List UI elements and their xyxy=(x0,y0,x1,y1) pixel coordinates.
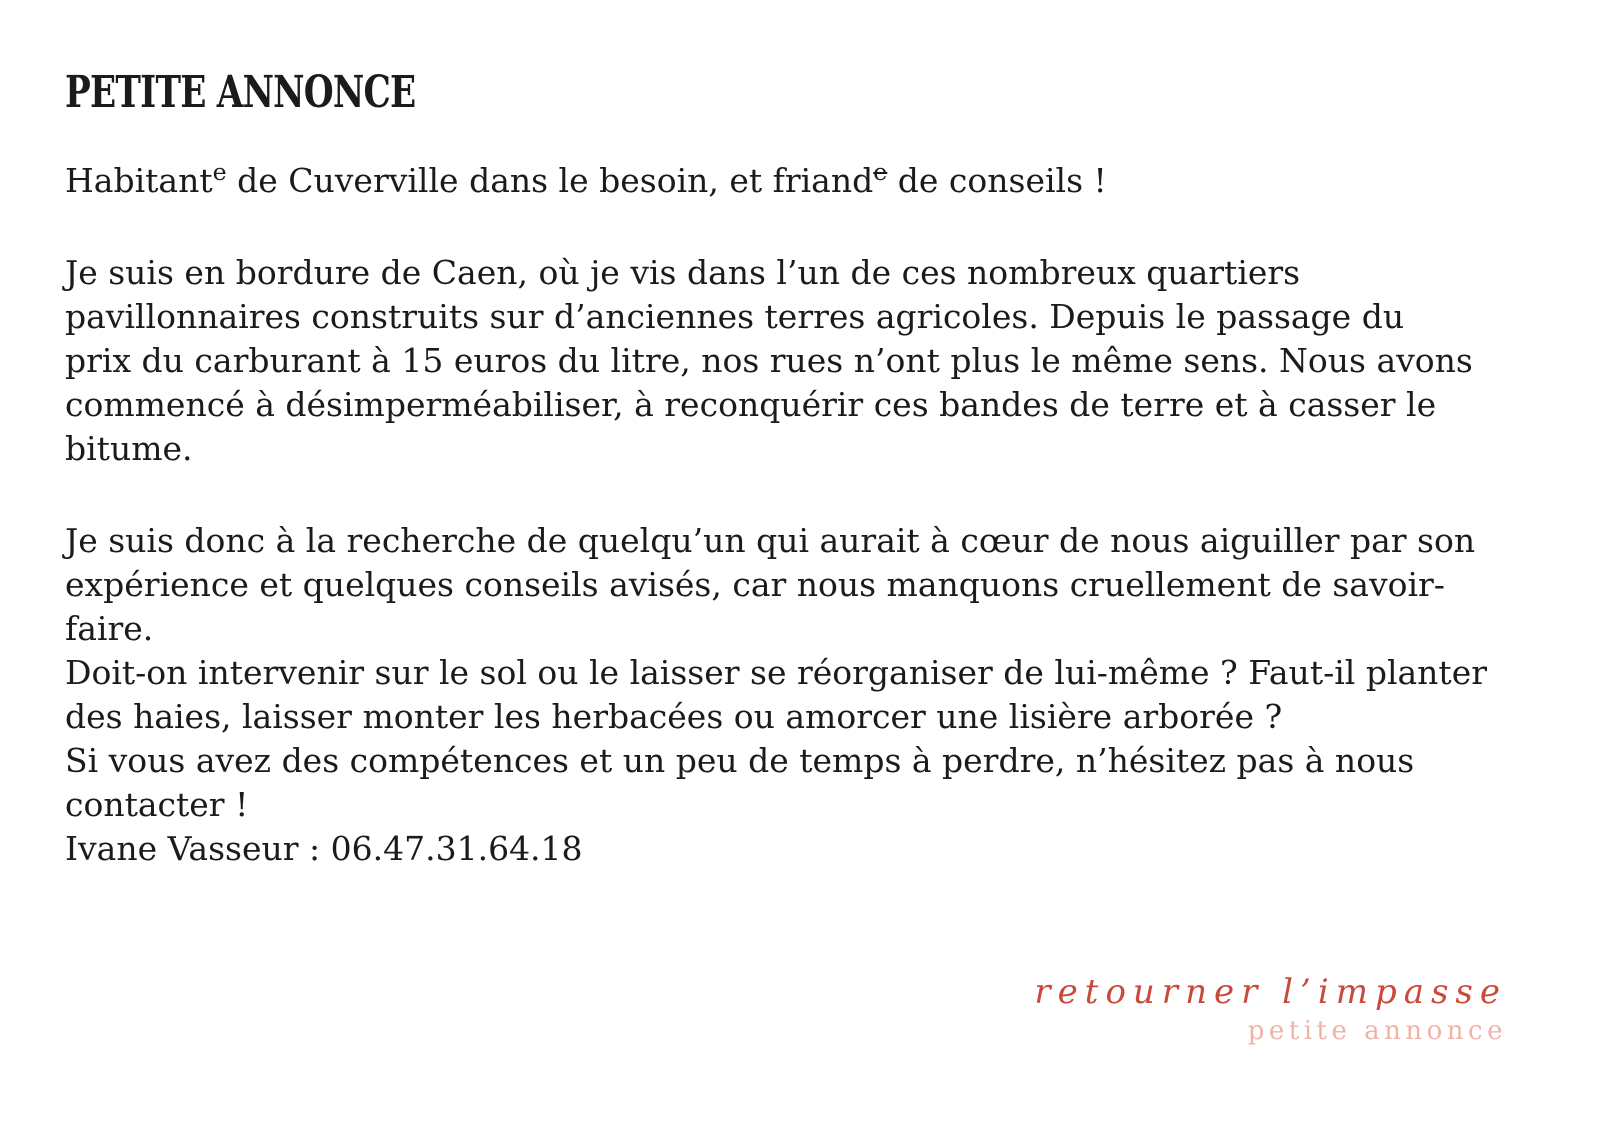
footer-subtitle: petite annonce xyxy=(1247,1016,1507,1046)
text-line: bitume. xyxy=(65,429,193,468)
text-line: contacter ! xyxy=(65,785,249,824)
text-line: expérience et quelques conseils avisés, car nous manquons cruellement de savoir- xyxy=(65,565,1445,604)
text-segment: de Cuverville dans le besoin, et friand xyxy=(226,161,874,200)
text-line: pavillonnaires construits sur d’anciennes terres agricoles. Depuis le passage du xyxy=(65,297,1405,336)
text-line: Si vous avez des compétences et un peu de temps à perdre, n’hésitez pas à nous xyxy=(65,741,1415,780)
paragraph-request xyxy=(65,519,1505,871)
inclusive-e-superscript: e xyxy=(873,158,888,186)
footer-brand: retourner l’impasse xyxy=(1034,972,1507,1012)
text-line: faire. xyxy=(65,609,154,648)
intro-paragraph xyxy=(65,159,1505,203)
paragraph-context xyxy=(65,251,1505,471)
text-line: commencé à désimperméabiliser, à reconquérir ces bandes de terre et à casser le xyxy=(65,385,1437,424)
inclusive-e-superscript: e xyxy=(212,158,227,186)
text-line: Ivane Vasseur : 06.47.31.64.18 xyxy=(65,829,583,868)
text-segment: de conseils ! xyxy=(887,161,1107,200)
text-line: prix du carburant à 15 euros du litre, nos rues n’ont plus le même sens. Nous avons xyxy=(65,341,1473,380)
text-line: Je suis donc à la recherche de quelqu’un qui aurait à cœur de nous aiguiller par son xyxy=(65,521,1476,560)
page-title: PETITE ANNONCE xyxy=(65,67,416,118)
text-line: Doit-on intervenir sur le sol ou le laisser se réorganiser de lui-même ? Faut-il planter xyxy=(65,653,1487,692)
footer-signature xyxy=(1034,970,1507,1048)
text-line: des haies, laisser monter les herbacées ou amorcer une lisière arborée ? xyxy=(65,697,1283,736)
text-line: Je suis en bordure de Caen, où je vis dans l’un de ces nombreux quartiers xyxy=(65,253,1301,292)
text-segment: Habitant xyxy=(65,161,213,200)
